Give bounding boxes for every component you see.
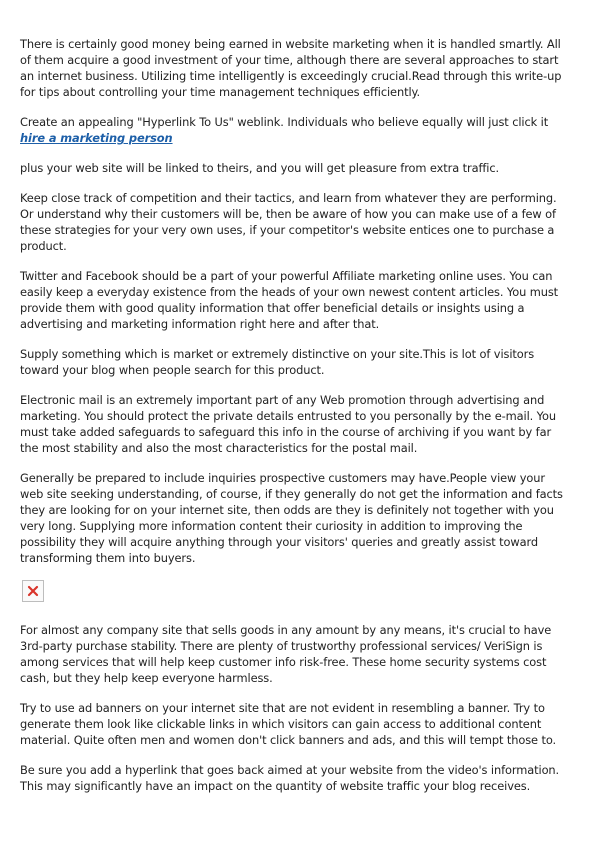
paragraph-distinctive: Supply something which is market or extremely distinctive on your site.This is lot of visitors toward your blog when people search for this product. — [20, 347, 535, 377]
paragraph-social: Twitter and Facebook should be a part of your powerful Affiliate marketing online uses. You can easily keep a everyday existence from the heads of your own newest content articles. You must provide them with good quality information that offer beneficial details or insights using a advertising and marketing information right here and after that. — [20, 269, 559, 331]
paragraph-link-text: Create an appealing "Hyperlink To Us" weblink. Individuals who believe equally will just click it — [20, 115, 549, 129]
paragraph-intro: There is certainly good money being earned in website marketing when it is handled smartly. All of them acquire a good investment of your time, although there are several approaches to start an internet business. Utilizing time intelligently is exceedingly crucial.Read through this write-up for tips about controlling your time management techniques efficiently. — [20, 37, 562, 99]
paragraph-banners: Try to use ad banners on your internet site that are not evident in resembling a banner. Try to generate them look like clickable links in which visitors can gain access to additional content material. Quite often men and women don't click banners and ads, and this will tempt those to. — [20, 701, 557, 747]
paragraph-traffic: plus your web site will be linked to theirs, and you will get pleasure from extra traffic. — [20, 161, 500, 175]
paragraph-email: Electronic mail is an extremely important part of any Web promotion through advertising and marketing. You should protect the private details entrusted to you personally by the e-mail. You must take added safeguards to safeguard this info in the course of archiving if you want by far the most stability and also the most characteristics for the postal mail. — [20, 393, 557, 455]
paragraph-inquiries: Generally be prepared to include inquiries prospective customers may have.People view your web site seeking understanding, of course, if they generally do not get the information and facts they are looking for on your internet site, then odds are they is definitely not together with you very long. Supplying more information content their curiosity in addition to improving the possibility they will acquire anything through your visitors' queries and greatly assist toward transforming them into buyers. — [20, 471, 563, 565]
hire-marketing-link[interactable]: hire a marketing person — [20, 131, 173, 145]
paragraph-security: For almost any company site that sells goods in any amount by any means, it's crucial to have 3rd-party purchase stability. There are plenty of trustworthy professional services/ VeriSign is among services that will help keep customer info risk-free. These home security systems cost cash, but they help keep everyone harmless. — [20, 623, 552, 685]
broken-image — [22, 580, 44, 602]
broken-image-icon — [27, 585, 39, 597]
paragraph-competition: Keep close track of competition and their tactics, and learn from whatever they are performing. Or understand why their customers will be, then be aware of how you can make use of a few of these strategies for your very own uses, if your competitor's website entices one to purchase a product. — [20, 191, 557, 253]
paragraph-link — [20, 114, 568, 146]
paragraph-video: Be sure you add a hyperlink that goes back aimed at your website from the video's information. This may significantly have an impact on the quantity of website traffic your blog receives. — [20, 763, 560, 793]
